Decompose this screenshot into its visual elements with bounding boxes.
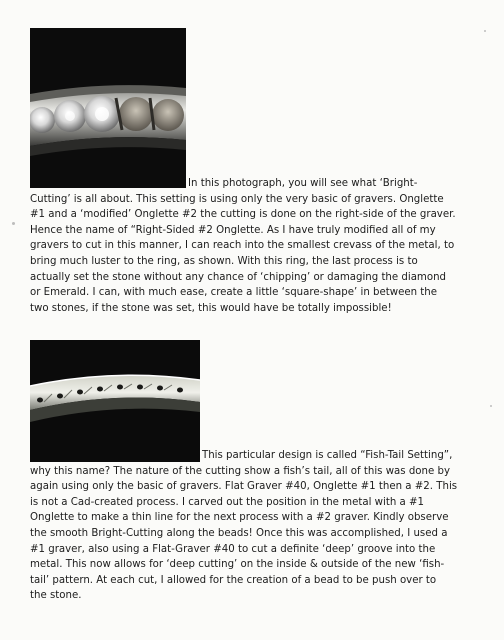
text-line: #1 graver, also using a Flat-Graver #40 to cut a definite ‘deep’ groove into the: [30, 543, 436, 555]
text-line: the stone.: [30, 590, 82, 602]
text-line: Onglette to make a thin line for the next process with a #2 graver. Kindly observe: [30, 512, 449, 524]
paragraph-fish-tail-setting: [30, 448, 474, 604]
text-line: two stones, if the stone was set, this would have be totally impossible!: [30, 302, 392, 314]
text-line: bring much luster to the ring, as shown. With this ring, the last process is to: [30, 255, 418, 267]
text-line: is not a Cad-created process. I carved out the position in the metal with a #1: [30, 496, 425, 508]
text-line: Cutting’ is all about. This setting is using only the very basic of gravers. Onglette: [30, 193, 444, 205]
text-line: tail’ pattern. At each cut, I allowed for the creation of a bead to be push over to: [30, 574, 437, 586]
text-line: gravers to cut in this manner, I can reach into the smallest crevass of the metal, to: [30, 240, 455, 252]
text-line: why this name? The nature of the cutting show a fish’s tail, all of this was done by: [30, 465, 450, 477]
scan-speck: [490, 405, 492, 407]
text-line: In this photograph, you will see what ‘Bright-: [188, 178, 418, 189]
ring-photo-fish-tail-setting: [30, 340, 200, 462]
text-line: or Emerald. I can, with much ease, create a little ‘square-shape’ in between the: [30, 287, 438, 299]
text-line: metal. This now allows for ‘deep cutting’ on the inside & outside of the new ‘fish-: [30, 559, 445, 571]
text-line: This particular design is called “Fish-Tail Setting”,: [202, 450, 453, 461]
paragraph-bright-cutting: [30, 176, 474, 316]
scan-speck: [484, 30, 486, 32]
text-line: again using only the basic of gravers. Flat Graver #40, Onglette #1 then a #2. This: [30, 481, 458, 493]
ring-photo-bright-cutting: [30, 28, 186, 188]
text-line: #1 and a ‘modified’ Onglette #2 the cutting is done on the right-side of the graver.: [30, 209, 456, 221]
text-line: Hence the name of “Right-Sided #2 Onglette. As I have truly modified all of my: [30, 224, 436, 236]
scan-speck: [12, 222, 15, 225]
text-line: the smooth Bright-Cutting along the beads! Once this was accomplished, I used a: [30, 527, 448, 539]
text-line: actually set the stone without any chance of ‘chipping’ or damaging the diamond: [30, 271, 447, 283]
